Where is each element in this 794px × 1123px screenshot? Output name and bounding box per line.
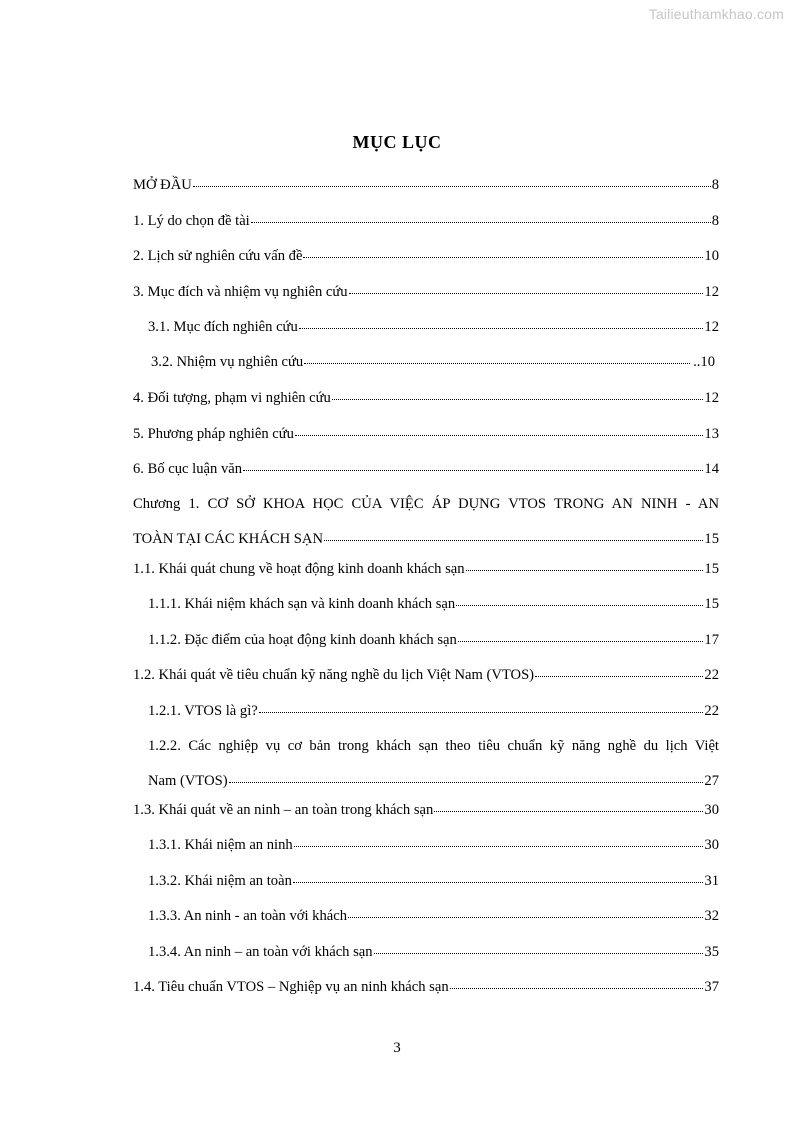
toc-entry-1-3-1[interactable] [148, 836, 719, 854]
toc-entry-page: 15 [704, 596, 719, 612]
toc-entry-page: 31 [704, 873, 719, 889]
toc-entry-label: 6. Bố cục luận văn [133, 461, 243, 477]
page-title: MỤC LỤC [352, 132, 442, 152]
toc-entry-label: 3.2. Nhiệm vụ nghiên cứu [151, 354, 304, 370]
toc-entry-label: 1.4. Tiêu chuẩn VTOS – Nghiệp vụ an ninh khách sạn [133, 979, 449, 995]
leader-dots [348, 917, 703, 918]
toc-entry-1-4[interactable] [133, 978, 719, 996]
toc-entry-page: 14 [704, 461, 719, 477]
watermark-text: Tailieuthamkhao.com [648, 6, 784, 22]
toc-entry-page: 12 [704, 284, 719, 300]
leader-dots [303, 257, 703, 258]
toc-entry-label: 1.3.3. An ninh - an toàn với khách [148, 908, 348, 924]
toc-entry-mo-dau[interactable] [133, 176, 719, 194]
toc-entry-page: 30 [704, 802, 719, 818]
toc-entry-label: 1.1. Khái quát chung về hoạt động kinh doanh khách sạn [133, 561, 465, 577]
toc-entry-label: 3. Mục đích và nhiệm vụ nghiên cứu [133, 284, 348, 300]
toc-entry-3-1[interactable] [148, 318, 719, 336]
leader-dots [295, 435, 703, 436]
leader-dots [458, 641, 704, 642]
leader-dots [229, 782, 704, 783]
leader-dots [193, 186, 711, 187]
leader-dots [243, 470, 703, 471]
toc-entry-label: 1.3.2. Khái niệm an toàn [148, 873, 292, 889]
toc-entry-label-line1: Chương 1. CƠ SỞ KHOA HỌC CỦA VIỆC ÁP DỤNG VTOS TRONG AN NINH - AN [133, 496, 719, 512]
toc-entry-page: 27 [704, 773, 719, 789]
leader-dots [259, 712, 704, 713]
toc-entry-1-2-1[interactable] [148, 702, 719, 720]
toc-entry-page: 10 [704, 248, 719, 264]
toc-entry-page: 15 [704, 561, 719, 577]
toc-entry-page: 22 [704, 667, 719, 683]
toc-entry-label: 1.3. Khái quát về an ninh – an toàn trong khách sạn [133, 802, 434, 818]
toc-entry-label-line2: Nam (VTOS) [148, 773, 228, 789]
toc-entry-label-line2: TOÀN TẠI CÁC KHÁCH SẠN [133, 531, 324, 547]
toc-entry-page: 15 [704, 531, 719, 547]
leader-dots [304, 363, 690, 364]
leader-dots [535, 676, 703, 677]
leader-dots [456, 605, 703, 606]
toc-entry-label: 4. Đối tượng, phạm vi nghiên cứu [133, 390, 331, 406]
toc-entry-2[interactable] [133, 247, 719, 265]
toc-entry-3-2[interactable] [151, 353, 715, 371]
toc-entry-label: 3.1. Mục đích nghiên cứu [148, 319, 298, 335]
toc-entry-1-2-2[interactable] [148, 737, 719, 790]
toc-entry-page: 8 [711, 213, 719, 229]
leader-dots [299, 328, 704, 329]
toc-entry-label: MỞ ĐẦU [133, 177, 192, 193]
leader-dots [332, 399, 704, 400]
toc-entry-1-3-2[interactable] [148, 872, 719, 890]
leader-dots [374, 953, 704, 954]
toc-entry-1[interactable] [133, 212, 719, 230]
toc-entry-page: 30 [704, 837, 719, 853]
toc-entry-page: 8 [711, 177, 719, 193]
toc-entry-label: 1.2. Khái quát về tiêu chuẩn kỹ năng nghề du lịch Việt Nam (VTOS) [133, 667, 535, 683]
toc-entry-page: 22 [704, 703, 719, 719]
leader-dots [294, 846, 704, 847]
toc-entry-1-3-3[interactable] [148, 907, 719, 925]
leader-dots [466, 570, 704, 571]
toc-entry-1-3[interactable] [133, 801, 719, 819]
toc-entry-page: 13 [704, 426, 719, 442]
toc-entry-1-3-4[interactable] [148, 943, 719, 961]
toc-entry-page: 12 [704, 390, 719, 406]
leader-dots [349, 293, 704, 294]
toc-entry-1-2[interactable] [133, 666, 719, 684]
toc-entry-label: 1.3.1. Khái niệm an ninh [148, 837, 293, 853]
toc-entry-page: ..10 [693, 354, 715, 370]
leader-dots [450, 988, 704, 989]
toc-entry-chapter-1[interactable] [133, 495, 719, 548]
toc-entry-1-1-1[interactable] [148, 595, 719, 613]
toc-entry-6[interactable] [133, 460, 719, 478]
leader-dots [434, 811, 703, 812]
toc-entry-label: 1.3.4. An ninh – an toàn với khách sạn [148, 944, 373, 960]
toc-entry-page: 32 [704, 908, 719, 924]
toc-entry-page: 37 [704, 979, 719, 995]
toc-entry-3[interactable] [133, 283, 719, 301]
toc-entry-1-1-2[interactable] [148, 631, 719, 649]
toc-entry-label-line1: 1.2.2. Các nghiệp vụ cơ bản trong khách sạn theo tiêu chuẩn kỹ năng nghề du lịch Việt [148, 738, 719, 754]
toc-entry-page: 17 [704, 632, 719, 648]
toc-entry-page: 35 [704, 944, 719, 960]
leader-dots [324, 540, 703, 541]
toc-entry-label: 2. Lịch sử nghiên cứu vấn đề [133, 248, 303, 264]
toc-entry-1-1[interactable] [133, 560, 719, 578]
toc-entry-label: 5. Phương pháp nghiên cứu [133, 426, 294, 442]
leader-dots [293, 882, 704, 883]
toc-entry-page: 12 [704, 319, 719, 335]
toc-entry-label: 1.2.1. VTOS là gì? [148, 703, 258, 719]
toc-entry-label: 1.1.1. Khái niệm khách sạn và kinh doanh khách sạn [148, 596, 456, 612]
toc-entry-4[interactable] [133, 389, 719, 407]
toc-entry-label: 1.1.2. Đặc điểm của hoạt động kinh doanh khách sạn [148, 632, 457, 648]
leader-dots [251, 222, 711, 223]
toc-entry-5[interactable] [133, 425, 719, 443]
page-number: 3 [393, 1040, 401, 1056]
toc-entry-label: 1. Lý do chọn đề tài [133, 213, 250, 229]
